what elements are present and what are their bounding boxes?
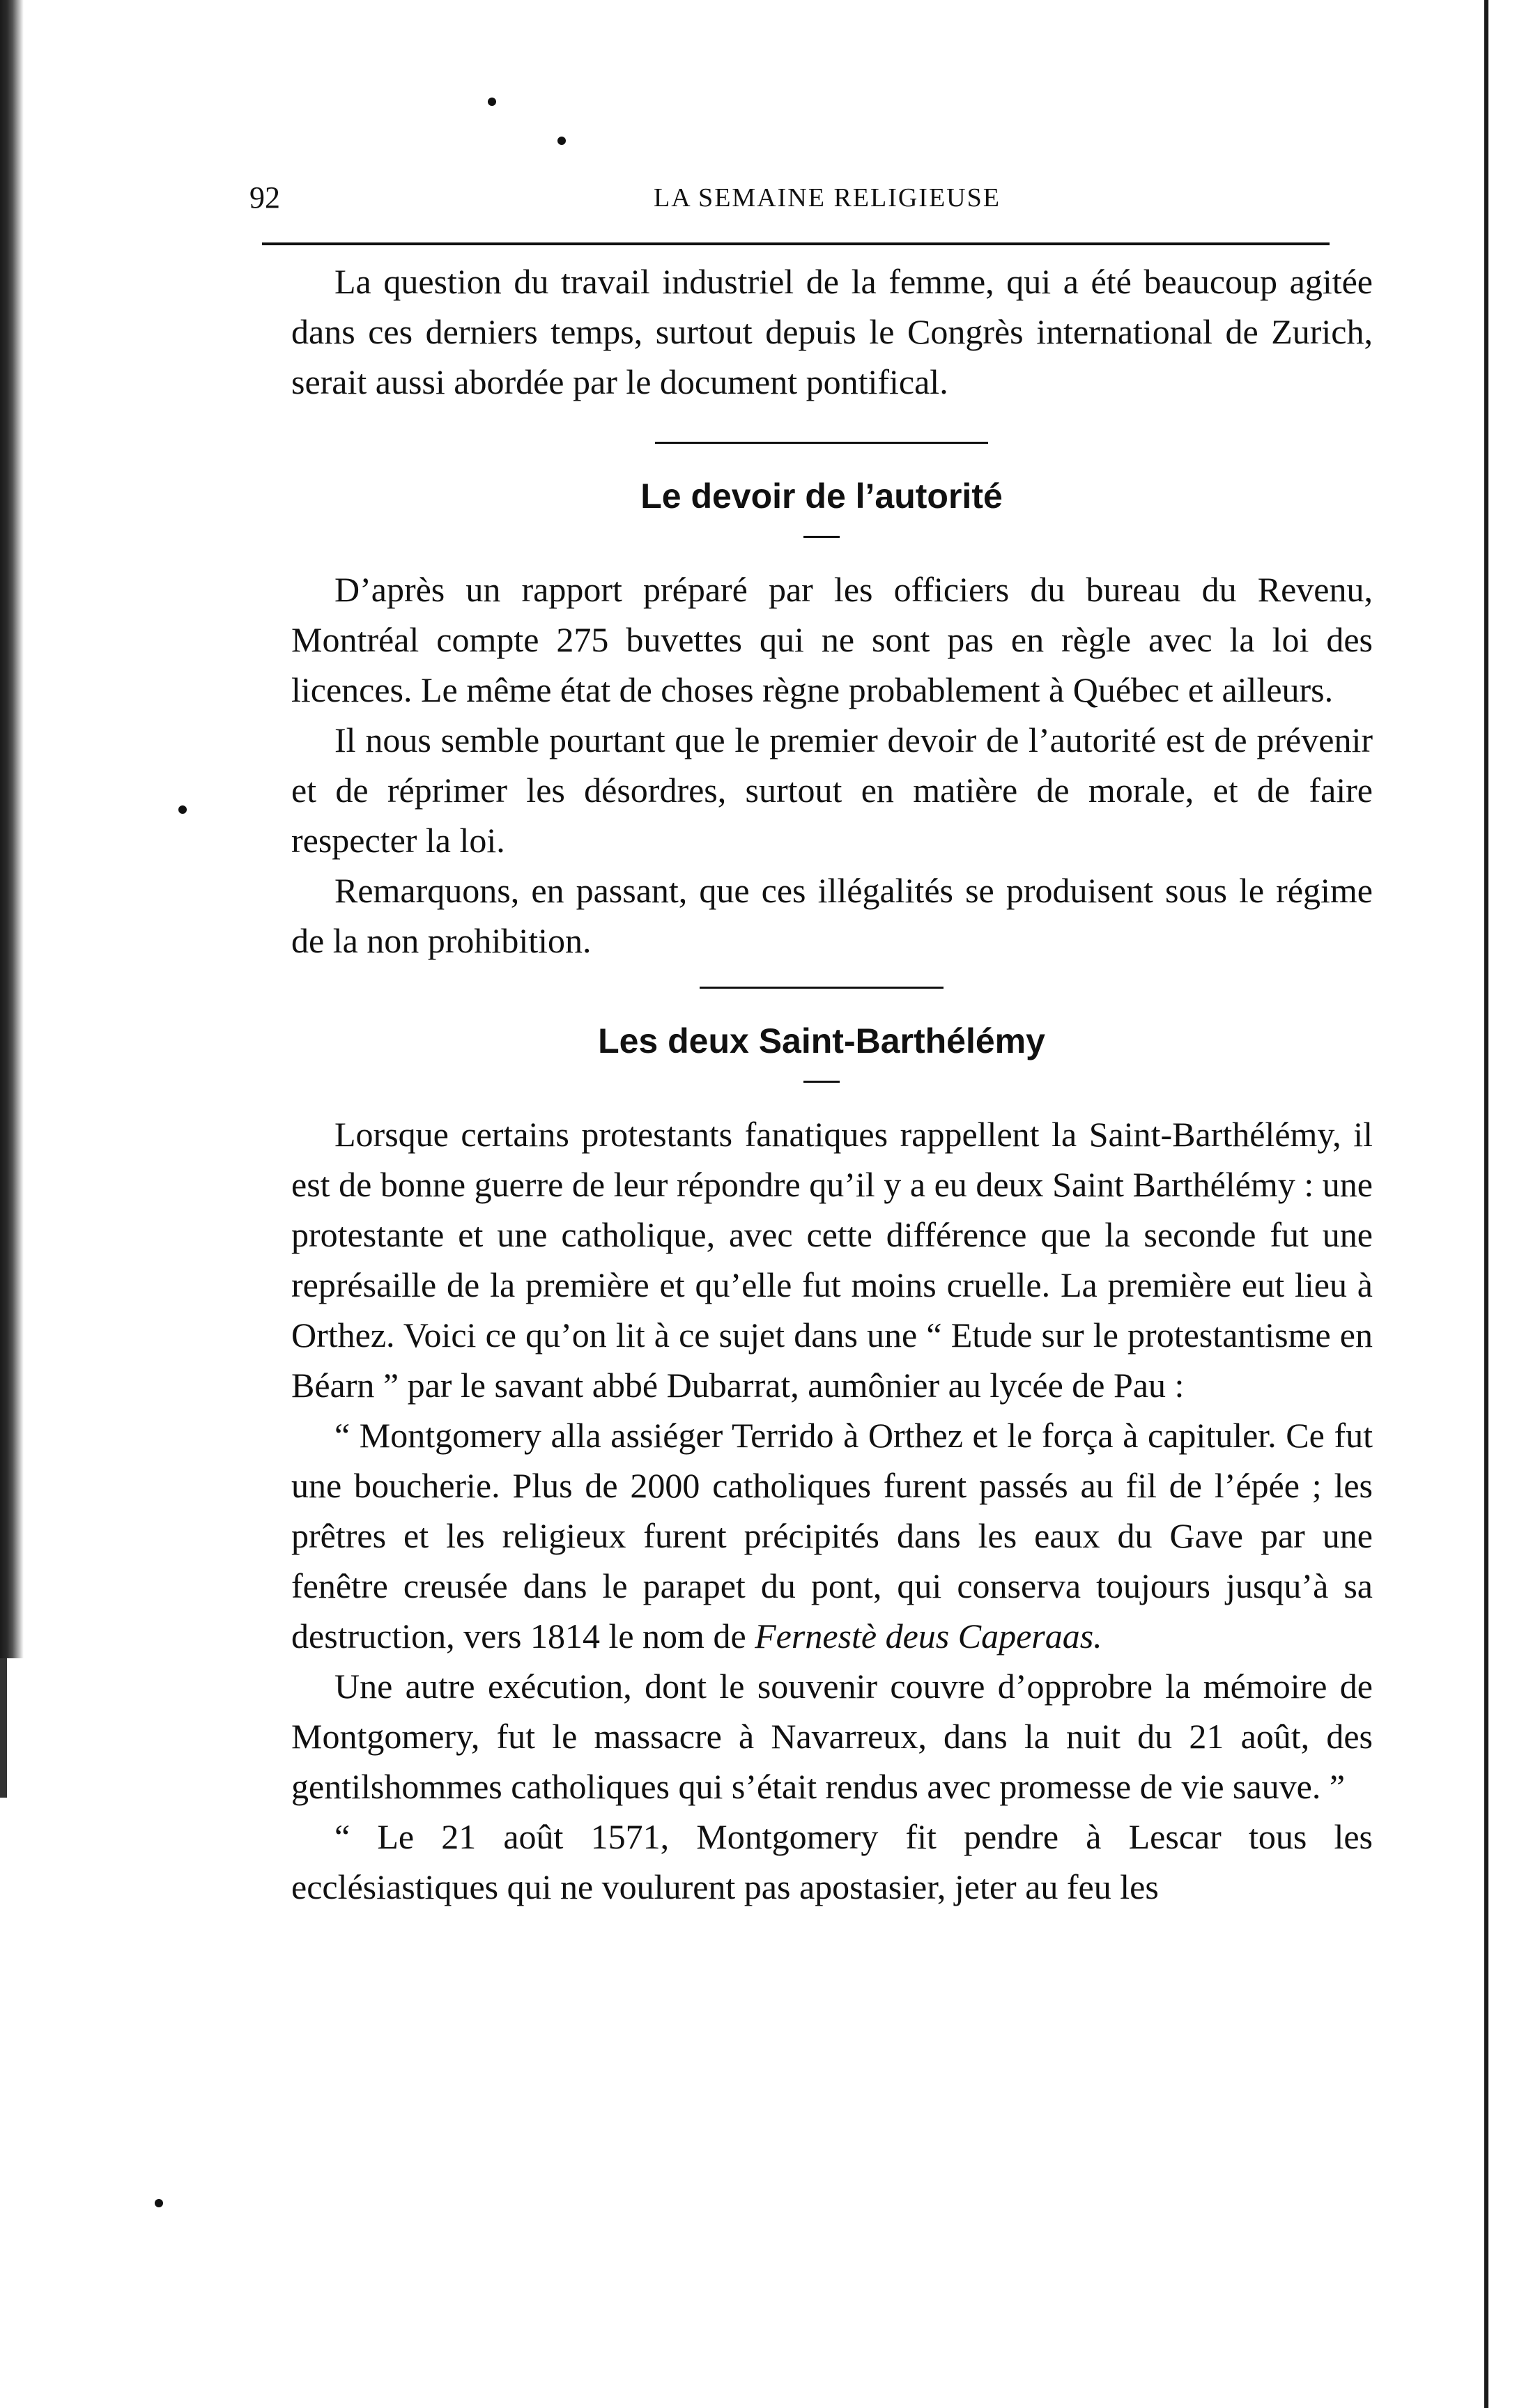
intro-paragraph: La question du travail industriel de la femme, qui a été beaucoup agitée dans ces derniers temps, surtout depuis le Congrès international de Zurich, serait aussi abordée par le document pontifical. [291,262,1373,401]
running-head: LA SEMAINE RELIGIEUSE [654,183,1001,213]
title-dash [803,1081,840,1083]
title-dash [803,536,840,538]
header-rule [262,242,1330,245]
paragraph: Une autre exécution, dont le souvenir couvre d’opprobre la mémoire de Montgomery, fut le massacre à Navarreux, dans la nuit du 21 août, des gentilshommes catholiques qui s’était rendus avec promesse de vie sauve. ” [291,1667,1373,1806]
page-content [249,180,1373,1912]
page-header [249,180,1373,222]
section-title-barthelemy: Les deux Saint-Barthélémy [598,1021,1045,1060]
scan-left-edge-lower [0,1658,7,1798]
paragraph: Lorsque certains protestants fanatiques rappellent la Saint-Barthélémy, il est de bonne guerre de leur répondre qu’il y a eu deux Saint Barthélémy : une protestante et une catholique, avec cette différence que la seconde fut une représaille de la première et qu’elle fut moins cruelle. La première eut lieu à Orthez. Voici ce qu’on lit à ce sujet dans une “ Etude sur le protestantisme en Béarn ” par le savant abbé Dubarrat, aumônier au lycée de Pau : [291,1115,1373,1405]
page-number: 92 [249,180,280,215]
scan-right-edge [1484,0,1488,2408]
scan-speck [488,98,496,106]
paragraph: Remarquons, en passant, que ces illégalités se produisent sous le régime de la non prohibition. [291,871,1373,960]
section-title-devoir: Le devoir de l’autorité [640,477,1003,516]
italic-place-name: Fernestè deus Caperaas. [755,1616,1102,1656]
scan-speck [178,805,187,814]
scan-speck [155,2199,163,2207]
quote-text: “ Montgomery alla assiéger Terrido à Orthez et le força à capituler. Ce fut une boucherie. Plus de 2000 catholiques furent passés au fil de l’épée ; les prêtres et les religieux furent précipités dans les eaux du Gave par une fenêtre creusée dans le parapet du pont, qui conserva toujours jusqu’à sa destruction, vers 1814 le nom de [291,1416,1373,1656]
section-separator [655,442,988,444]
paragraph: D’après un rapport préparé par les officiers du bureau du Revenu, Montréal compte 275 buvettes qui ne sont pas en règle avec la loi des licences. Le même état de choses règne probablement à Québec et ailleurs. [291,570,1373,709]
quote-paragraph [291,1410,1373,1661]
paragraph: “ Le 21 août 1571, Montgomery fit pendre à Lescar tous les ecclésiastiques qui ne voulurent pas apostasier, jeter au feu les [291,1817,1373,1906]
section-separator [700,987,944,989]
scan-left-edge [0,0,24,1658]
scan-speck [557,137,566,145]
paragraph: Il nous semble pourtant que le premier devoir de l’autorité est de prévenir et de réprimer les désordres, surtout en matière de morale, et de faire respecter la loi. [291,720,1373,860]
